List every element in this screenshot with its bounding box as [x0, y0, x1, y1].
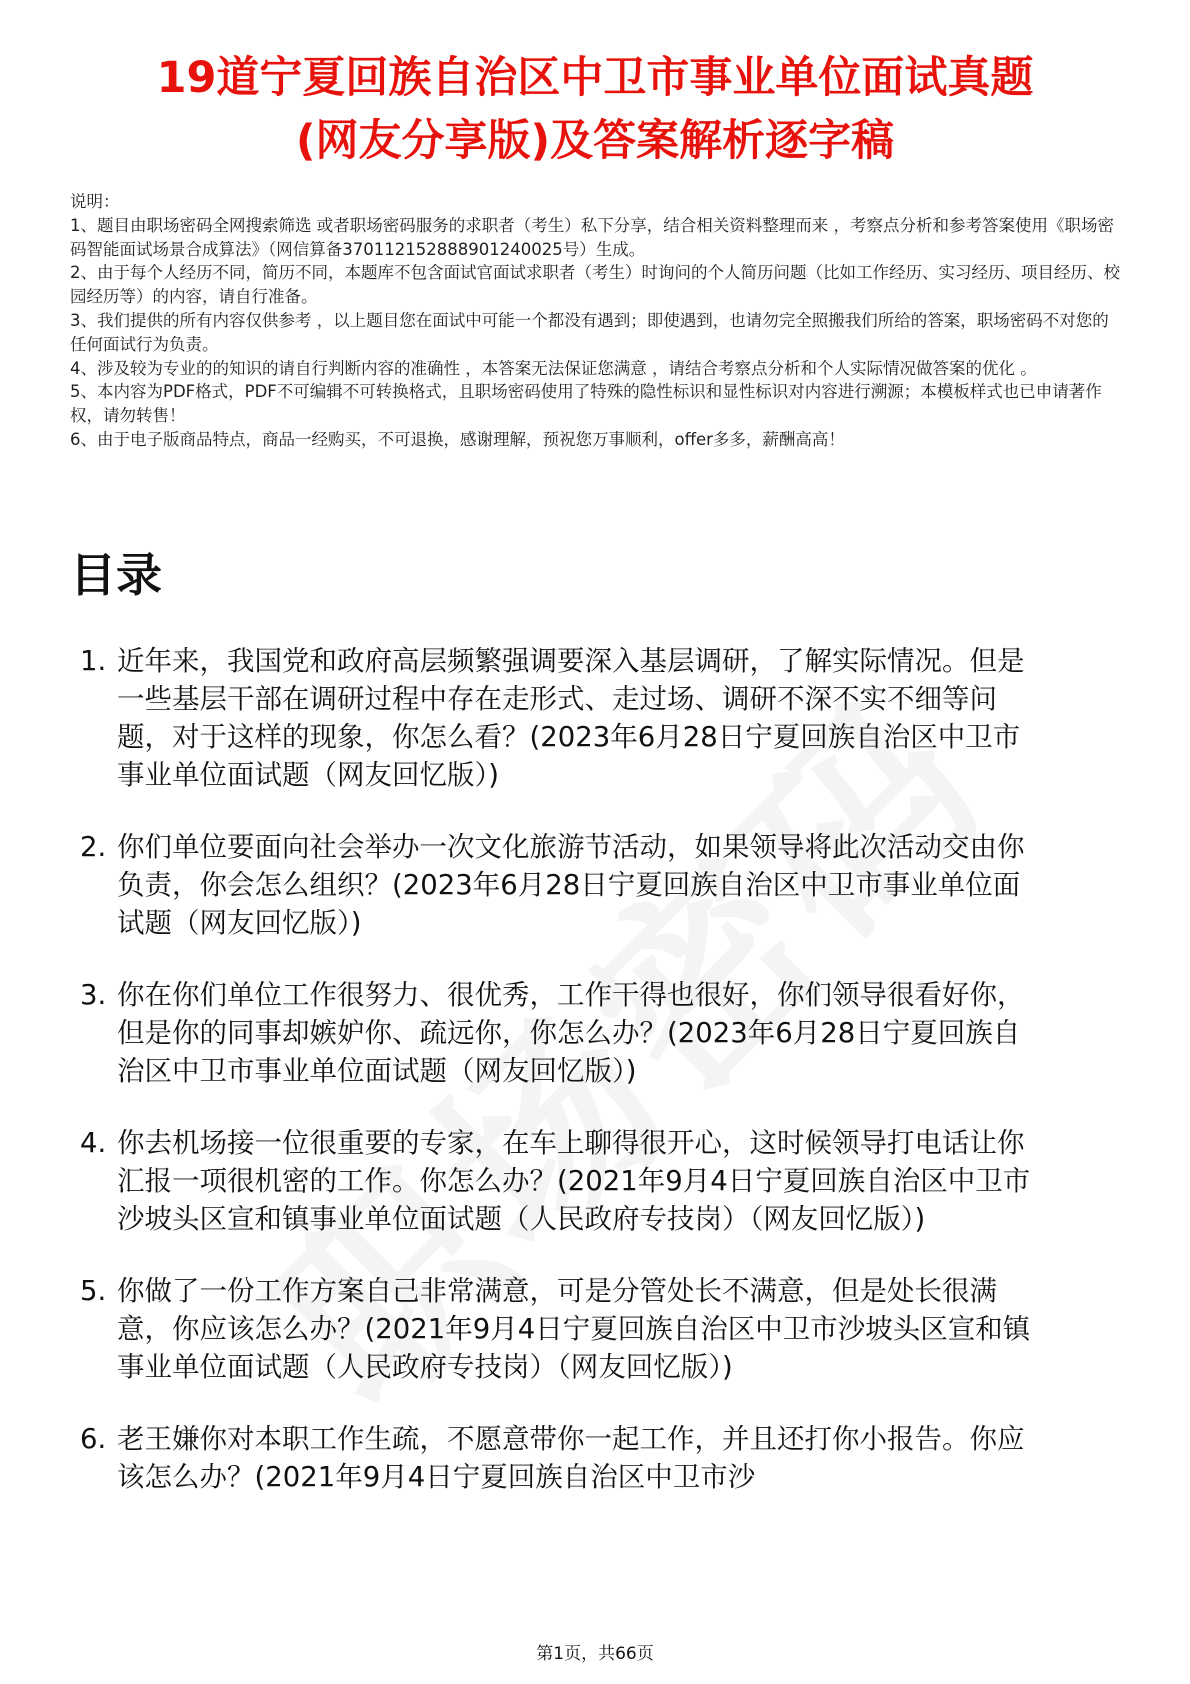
toc-item-text: 你去机场接一位很重要的专家，在车上聊得很开心，这时候领导打电话让你汇报一项很机密的工作。你怎么办？(2021年9月4日宁夏回族自治区中卫市沙坡头区宣和镇事业单位面试题（人民政府专技岗）（网友回忆版）) [117, 1127, 1031, 1235]
note-item: 4、涉及较为专业的的知识的请自行判断内容的准确性 ，本答案无法保证您满意 ，请结合考察点分析和个人实际情况做答案的优化 。 [70, 358, 1037, 378]
toc-item-number: 5. [80, 1275, 107, 1307]
toc-item-text: 你做了一份工作方案自己非常满意，可是分管处长不满意，但是处长很满意，你应该怎么办？(2021年9月4日宁夏回族自治区中卫市沙坡头区宣和镇事业单位面试题（人民政府专技岗）（网友回忆版）) [117, 1275, 1031, 1383]
toc-item-number: 3. [80, 979, 107, 1011]
toc-item-text: 你们单位要面向社会举办一次文化旅游节活动，如果领导将此次活动交由你负责，你会怎么组织？(2023年6月28日宁夏回族自治区中卫市事业单位面试题（网友回忆版）) [117, 831, 1025, 939]
note-item: 3、我们提供的所有内容仅供参考 ，以上题目您在面试中可能一个都没有遇到；即使遇到，也请勿完全照搬我们所给的答案，职场密码不对您的任何面试行为负责。 [70, 310, 1109, 354]
toc-item-text: 近年来，我国党和政府高层频繁强调要深入基层调研，了解实际情况。但是一些基层干部在调研过程中存在走形式、走过场、调研不深不实不细等问题，对于这样的现象，你怎么看？(2023年6月28日宁夏回族自治区中卫市事业单位面试题（网友回忆版）) [117, 645, 1025, 791]
toc-item-text: 老王嫌你对本职工作生疏，不愿意带你一起工作，并且还打你小报告。你应该怎么办？(2021年9月4日宁夏回族自治区中卫市沙 [117, 1423, 1025, 1493]
toc-item[interactable] [70, 1124, 1045, 1238]
page-footer: 第1页，共66页 [536, 1644, 654, 1664]
notes-heading: 说明： [70, 192, 120, 211]
note-item: 6、由于电子版商品特点，商品一经购买，不可退换，感谢理解，预祝您万事顺利，offer多多，薪酬高高！ [70, 429, 845, 449]
document-title-line-1: 19道宁夏回族自治区中卫市事业单位面试真题 [156, 53, 1034, 103]
note-item: 1、题目由职场密码全网搜索筛选 或者职场密码服务的求职者（考生）私下分享，结合相关资料整理而来 ，考察点分析和参考答案使用《职场密码智能面试场景合成算法》（网信算备37011215288890124​0025号）生成。 [70, 215, 1114, 259]
toc-item[interactable] [70, 976, 1045, 1090]
toc-item[interactable] [70, 1272, 1045, 1386]
toc-item[interactable] [70, 828, 1045, 942]
toc-item[interactable] [70, 642, 1045, 794]
document-title-line-2: (网友分享版)及答案解析逐字稿 [295, 116, 895, 166]
toc-item-text: 你在你们单位工作很努力、很优秀，工作干得也很好，你们领导很看好你，但是你的同事却嫉妒你、疏远你，你怎么办？(2023年6月28日宁夏回族自治区中卫市事业单位面试题（网友回忆版）) [117, 979, 1025, 1087]
toc-list [70, 642, 1045, 1530]
toc-item-number: 6. [80, 1423, 107, 1455]
toc-item[interactable] [70, 1420, 1045, 1496]
note-item: 5、本内容为PDF格式，PDF不可编辑不可转换格式，且职场密码使用了特殊的隐性标识和显性标识对内容进行溯源；本模板样式也已申请著作权，请勿转售！ [70, 382, 1102, 426]
notes-section [70, 190, 1125, 452]
note-item: 2、由于每个人经历不同，简历不同，本题库不包含面试官面试求职者（考生）时询问的个人简历问题（比如工作经历、实习经历、项目经历、校园经历等）的内容，请自行准备。 [70, 263, 1120, 307]
toc-heading: 目录 [70, 548, 162, 602]
toc-item-number: 4. [80, 1127, 107, 1159]
toc-item-number: 1. [80, 645, 107, 677]
toc-item-number: 2. [80, 831, 107, 863]
